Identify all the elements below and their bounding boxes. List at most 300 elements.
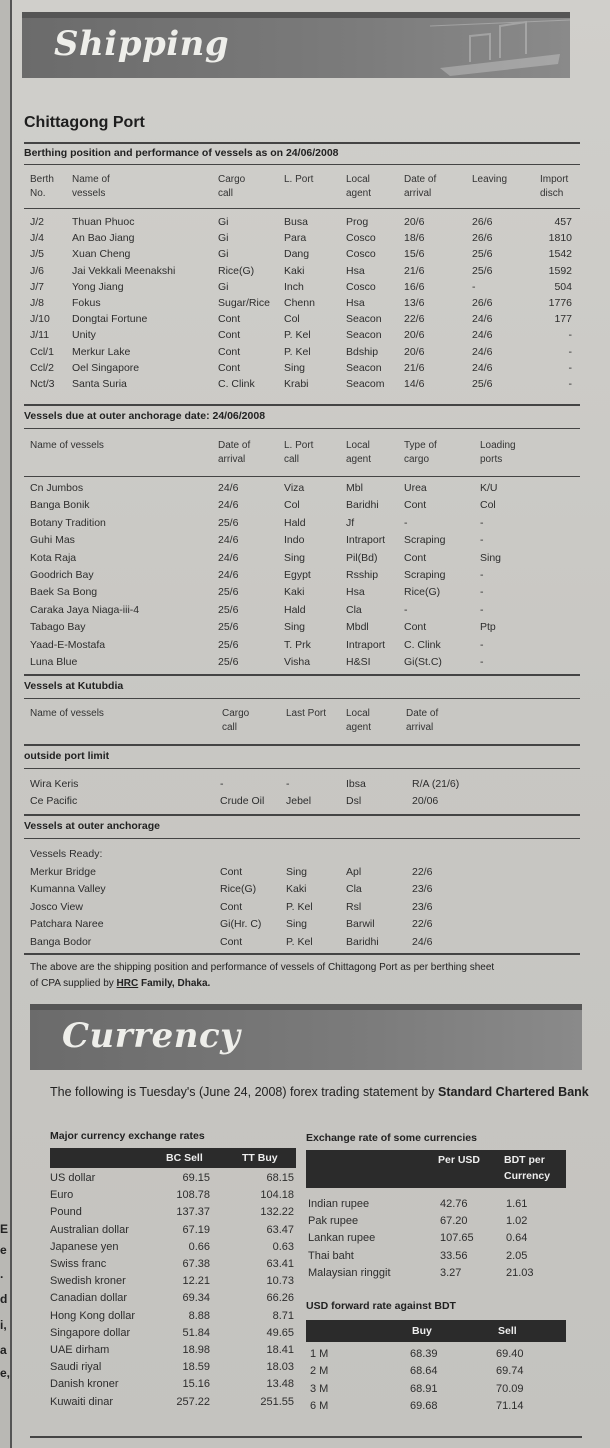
berthing-row-7-col-0: J/11 bbox=[30, 329, 50, 342]
outer-due-row-5-col-2: Egypt bbox=[284, 569, 311, 581]
berthing-row-9-col-1: Oel Singapore bbox=[72, 361, 140, 374]
berthing-header-1-line2: vessels bbox=[72, 188, 106, 199]
col-per-usd: Per USD bbox=[438, 1154, 481, 1166]
outer-due-row-3-col-2: Indo bbox=[284, 534, 305, 547]
major-row-5-name: Swiss franc bbox=[50, 1258, 107, 1270]
outer-row-0-col-0: Merkur Bridge bbox=[30, 866, 96, 878]
berthing-row-3-col-7: 1592 bbox=[548, 264, 572, 277]
berthing-row-7-col-6: 24/6 bbox=[472, 329, 493, 342]
outer-due-header-0-line1: Name of vessels bbox=[30, 440, 104, 451]
col-currency: Currency bbox=[504, 1170, 551, 1182]
outer-due-title: Vessels due at outer anchorage date: 24/06/2008 bbox=[24, 410, 266, 422]
berthing-row-1-col-2: Gi bbox=[218, 232, 229, 245]
berthing-row-8-col-0: Ccl/1 bbox=[30, 345, 54, 358]
outside-row-1-col-0: Ce Pacific bbox=[30, 795, 78, 807]
outer-due-header-1-line1: Date of bbox=[218, 440, 251, 451]
outer-due-row-5-col-3: Rsship bbox=[346, 569, 379, 581]
edge-fragment-6: e, bbox=[0, 1366, 11, 1380]
major-row-1-bc-sell: 108.78 bbox=[176, 1189, 210, 1202]
berthing-row-5-col-5: 13/6 bbox=[404, 297, 425, 309]
major-rates-title: Major currency exchange rates bbox=[50, 1130, 205, 1142]
outer-due-row-6-col-0: Baek Sa Bong bbox=[30, 586, 98, 599]
outer-due-row-10-col-1: 25/6 bbox=[218, 656, 239, 668]
major-row-1-tt-buy: 104.18 bbox=[260, 1189, 294, 1202]
berthing-row-6-col-6: 24/6 bbox=[472, 313, 493, 326]
outside-row-1-col-1: Crude Oil bbox=[220, 795, 265, 807]
currency-banner-title: Currency bbox=[62, 1016, 241, 1056]
major-rates-header bbox=[50, 1148, 296, 1168]
berthing-row-9-col-4: Seacon bbox=[346, 361, 382, 374]
note-line-2: of CPA supplied by bbox=[30, 978, 117, 989]
outer-due-row-1-col-2: Col bbox=[284, 499, 300, 512]
berthing-row-1-col-6: 26/6 bbox=[472, 232, 493, 245]
outside-row-1-col-2: Jebel bbox=[286, 795, 312, 807]
outer-due-row-4-col-3: Pil(Bd) bbox=[346, 551, 378, 564]
outer-due-row-9-col-2: T. Prk bbox=[284, 638, 311, 651]
berthing-row-2-col-2: Gi bbox=[218, 248, 229, 261]
outer-due-row-5-col-5: - bbox=[480, 569, 484, 581]
outer-due-row-6-col-3: Hsa bbox=[346, 586, 365, 599]
berthing-row-9-col-3: Sing bbox=[284, 361, 306, 374]
outer-due-row-7-col-4: - bbox=[404, 603, 408, 616]
outside-row-0-col-2: - bbox=[286, 778, 290, 790]
kutubdia-header-2-line1: Last Port bbox=[286, 708, 327, 719]
major-row-4-tt-buy: 0.63 bbox=[272, 1240, 294, 1253]
major-row-3-tt-buy: 63.47 bbox=[266, 1223, 294, 1236]
forward-row-1-sell: 69.74 bbox=[496, 1365, 524, 1378]
berthing-row-6-col-5: 22/6 bbox=[404, 313, 425, 326]
outer-row-2-col-2: P. Kel bbox=[286, 900, 313, 913]
some-row-4-bdt: 21.03 bbox=[506, 1266, 534, 1279]
berthing-row-7-col-3: P. Kel bbox=[284, 329, 311, 342]
major-row-11-tt-buy: 18.03 bbox=[266, 1361, 294, 1374]
kutubdia-header-1-line1: Cargo bbox=[222, 708, 250, 719]
divider bbox=[24, 164, 580, 165]
major-row-10-bc-sell: 18.98 bbox=[182, 1344, 210, 1356]
outer-due-row-9-col-3: Intraport bbox=[346, 638, 386, 651]
kutubdia-header-4-line1: Date of bbox=[406, 708, 439, 719]
outer-due-row-1-col-3: Baridhi bbox=[346, 499, 379, 512]
divider bbox=[24, 476, 580, 477]
kutubdia-header-3-line2: agent bbox=[346, 722, 372, 733]
outer-due-header-1-line2: arrival bbox=[218, 454, 246, 465]
major-row-8-name: Hong Kong dollar bbox=[50, 1309, 136, 1322]
berthing-row-5-col-3: Chenn bbox=[284, 297, 315, 309]
major-row-1-name: Euro bbox=[50, 1189, 74, 1202]
outer-row-2-col-0: Josco View bbox=[30, 900, 83, 913]
berthing-row-2-col-1: Xuan Cheng bbox=[72, 248, 131, 261]
berthing-row-3-col-2: Rice(G) bbox=[218, 264, 255, 277]
some-row-1-name: Pak rupee bbox=[308, 1215, 359, 1228]
berthing-row-2-col-6: 25/6 bbox=[472, 248, 493, 261]
outer-row-3-col-3: Barwil bbox=[346, 918, 375, 931]
outer-due-row-4-col-2: Sing bbox=[284, 551, 306, 564]
berthing-row-9-col-2: Cont bbox=[218, 361, 241, 374]
major-row-7-tt-buy: 66.26 bbox=[266, 1292, 294, 1305]
berthing-row-3-col-0: J/6 bbox=[30, 264, 45, 277]
outer-due-row-0-col-4: Urea bbox=[404, 482, 427, 494]
forward-title: USD forward rate against BDT bbox=[306, 1300, 456, 1312]
forward-row-0-sell: 69.40 bbox=[496, 1348, 524, 1360]
major-row-10-tt-buy: 18.41 bbox=[266, 1344, 294, 1356]
berthing-row-7-col-2: Cont bbox=[218, 329, 241, 342]
berthing-row-6-col-1: Dongtai Fortune bbox=[72, 313, 148, 326]
outer-row-1-col-0: Kumanna Valley bbox=[30, 883, 106, 896]
major-row-12-name: Danish kroner bbox=[50, 1378, 119, 1391]
berthing-row-4-col-4: Cosco bbox=[346, 280, 376, 293]
berthing-header-2-line2: call bbox=[218, 188, 234, 199]
berthing-row-5-col-7: 1776 bbox=[548, 297, 572, 309]
forward-row-3-term: 6 M bbox=[310, 1400, 329, 1413]
major-row-8-bc-sell: 8.88 bbox=[188, 1309, 210, 1322]
shipping-banner-title: Shipping bbox=[54, 24, 230, 64]
outer-due-row-8-col-4: Cont bbox=[404, 621, 427, 634]
forward-row-2-buy: 68.91 bbox=[410, 1382, 438, 1395]
outer-due-row-4-col-0: Kota Raja bbox=[30, 551, 77, 564]
major-row-13-bc-sell: 257.22 bbox=[176, 1395, 210, 1408]
berthing-row-4-col-6: - bbox=[472, 280, 476, 293]
berthing-row-0-col-3: Busa bbox=[284, 216, 308, 228]
some-row-1-bdt: 1.02 bbox=[506, 1215, 528, 1228]
col-sell: Sell bbox=[498, 1325, 517, 1337]
major-row-9-tt-buy: 49.65 bbox=[266, 1326, 294, 1339]
berthing-row-2-col-7: 1542 bbox=[548, 248, 572, 261]
berthing-header-5-line2: arrival bbox=[404, 188, 432, 199]
divider bbox=[24, 838, 580, 839]
outer-due-row-2-col-3: Jf bbox=[346, 516, 355, 529]
some-row-2-name: Lankan rupee bbox=[308, 1232, 376, 1245]
berthing-row-0-col-2: Gi bbox=[218, 216, 229, 228]
outer-due-row-1-col-1: 24/6 bbox=[218, 499, 239, 512]
outer-due-header-5-line1: Loading bbox=[480, 440, 516, 451]
major-row-3-name: Australian dollar bbox=[50, 1223, 129, 1236]
outer-due-row-3-col-4: Scraping bbox=[404, 534, 446, 547]
outer-row-2-col-4: 23/6 bbox=[412, 900, 433, 913]
port-title-text: Chittagong Port bbox=[24, 114, 145, 131]
berthing-row-2-col-4: Cosco bbox=[346, 248, 376, 261]
berthing-row-10-col-6: 25/6 bbox=[472, 378, 493, 390]
some-row-4-per-usd: 3.27 bbox=[440, 1266, 462, 1279]
berthing-row-4-col-5: 16/6 bbox=[404, 280, 425, 293]
outer-row-4-col-0: Banga Bodor bbox=[30, 935, 92, 948]
berthing-header-4-line1: Local bbox=[346, 174, 370, 185]
berthing-row-10-col-2: C. Clink bbox=[218, 378, 255, 390]
major-row-11-bc-sell: 18.59 bbox=[182, 1361, 210, 1374]
outer-due-row-6-col-1: 25/6 bbox=[218, 586, 239, 599]
shipping-note bbox=[30, 960, 590, 992]
outer-due-row-0-col-5: K/U bbox=[480, 482, 498, 494]
outer-due-row-6-col-5: - bbox=[480, 586, 484, 599]
berthing-row-1-col-0: J/4 bbox=[30, 232, 45, 245]
major-row-5-bc-sell: 67.38 bbox=[182, 1258, 210, 1270]
outer-row-4-col-1: Cont bbox=[220, 935, 243, 948]
berthing-row-4-col-2: Gi bbox=[218, 280, 229, 293]
some-rates-title: Exchange rate of some currencies bbox=[306, 1132, 477, 1144]
some-row-4-name: Malaysian ringgit bbox=[308, 1266, 391, 1279]
some-row-3-name: Thai baht bbox=[308, 1249, 354, 1262]
outer-due-row-3-col-0: Guhi Mas bbox=[30, 534, 75, 547]
berthing-header-3-line1: L. Port bbox=[284, 174, 314, 185]
berthing-row-5-col-0: J/8 bbox=[30, 297, 45, 309]
forward-row-2-sell: 70.09 bbox=[496, 1382, 524, 1395]
some-rates-header bbox=[306, 1150, 566, 1188]
outer-row-4-col-4: 24/6 bbox=[412, 935, 433, 948]
berthing-header-1-line1: Name of bbox=[72, 174, 110, 185]
outer-due-row-9-col-0: Yaad-E-Mostafa bbox=[30, 638, 106, 651]
col-buy: Buy bbox=[412, 1325, 432, 1337]
port-title bbox=[24, 114, 580, 132]
berthing-row-6-col-3: Col bbox=[284, 313, 300, 326]
edge-fragment-3: d bbox=[0, 1292, 8, 1306]
outer-due-row-7-col-2: Hald bbox=[284, 603, 306, 616]
major-row-11-name: Saudi riyal bbox=[50, 1361, 102, 1374]
berthing-row-4-col-0: J/7 bbox=[30, 280, 45, 293]
kutubdia-title: Vessels at Kutubdia bbox=[24, 680, 124, 692]
col-tt-buy: TT Buy bbox=[242, 1152, 278, 1164]
outer-row-1-col-2: Kaki bbox=[286, 883, 307, 896]
berthing-row-3-col-4: Hsa bbox=[346, 264, 365, 277]
col-bdt-per: BDT per bbox=[504, 1154, 545, 1166]
outer-due-header-3-line2: agent bbox=[346, 454, 372, 465]
divider bbox=[24, 208, 580, 209]
outer-due-row-0-col-0: Cn Jumbos bbox=[30, 482, 84, 494]
outer-due-row-0-col-1: 24/6 bbox=[218, 482, 239, 494]
berthing-row-0-col-1: Thuan Phuoc bbox=[72, 216, 135, 228]
major-row-6-name: Swedish kroner bbox=[50, 1275, 126, 1288]
major-row-7-bc-sell: 69.34 bbox=[182, 1292, 210, 1305]
note-line-1: The above are the shipping position and performance of vessels of Chittagong Port as per berthing sheet bbox=[30, 962, 495, 973]
outer-due-row-4-col-1: 24/6 bbox=[218, 551, 239, 564]
berthing-row-3-col-6: 25/6 bbox=[472, 264, 493, 277]
berthing-row-5-col-4: Hsa bbox=[346, 297, 365, 309]
berthing-row-8-col-1: Merkur Lake bbox=[72, 345, 131, 358]
berthing-row-5-col-2: Sugar/Rice bbox=[218, 297, 270, 309]
outer-row-3-col-2: Sing bbox=[286, 918, 308, 931]
berthing-header-0-line1: Berth bbox=[30, 174, 54, 185]
outer-due-row-7-col-5: - bbox=[480, 603, 484, 616]
currency-intro-bank: Standard Chartered Bank bbox=[438, 1085, 589, 1099]
berthing-row-1-col-3: Para bbox=[284, 232, 307, 245]
shipping-banner bbox=[22, 12, 570, 78]
outer-due-row-10-col-3: H&SI bbox=[346, 656, 371, 668]
major-row-6-tt-buy: 10.73 bbox=[266, 1275, 294, 1288]
berthing-header-5-line1: Date of bbox=[404, 174, 437, 185]
outer-due-row-3-col-5: - bbox=[480, 534, 484, 547]
major-row-3-bc-sell: 67.19 bbox=[182, 1223, 210, 1236]
major-row-2-name: Pound bbox=[50, 1206, 82, 1219]
outside-row-0-col-4: R/A (21/6) bbox=[412, 778, 460, 790]
some-row-1-per-usd: 67.20 bbox=[440, 1215, 468, 1228]
outer-due-header-3-line1: Local bbox=[346, 440, 370, 451]
berthing-row-10-col-5: 14/6 bbox=[404, 378, 425, 390]
note-brand: HRC bbox=[116, 978, 139, 989]
berthing-row-1-col-1: An Bao Jiang bbox=[72, 232, 135, 245]
major-row-8-tt-buy: 8.71 bbox=[272, 1309, 294, 1322]
outer-due-row-3-col-1: 24/6 bbox=[218, 534, 239, 547]
some-row-0-per-usd: 42.76 bbox=[440, 1198, 468, 1210]
divider bbox=[24, 768, 580, 769]
outer-due-row-9-col-4: C. Clink bbox=[404, 638, 441, 651]
berthing-row-3-col-5: 21/6 bbox=[404, 264, 425, 277]
major-row-4-bc-sell: 0.66 bbox=[188, 1240, 210, 1253]
outer-due-row-8-col-3: Mbdl bbox=[346, 621, 369, 634]
outer-row-0-col-3: Apl bbox=[346, 866, 362, 878]
outer-due-header-5-line2: ports bbox=[480, 454, 503, 465]
berthing-header-4-line2: agent bbox=[346, 188, 372, 199]
forward-row-1-term: 2 M bbox=[310, 1365, 329, 1378]
some-row-3-bdt: 2.05 bbox=[506, 1249, 528, 1262]
outer-due-row-1-col-4: Cont bbox=[404, 499, 427, 512]
berthing-row-8-col-3: P. Kel bbox=[284, 345, 311, 358]
outer-due-row-0-col-3: Mbl bbox=[346, 482, 363, 494]
divider bbox=[24, 404, 580, 406]
kutubdia-header-4-line2: arrival bbox=[406, 722, 434, 733]
berthing-row-9-col-6: 24/6 bbox=[472, 361, 493, 374]
outer-due-row-2-col-1: 25/6 bbox=[218, 516, 239, 529]
berthing-row-7-col-7: - bbox=[568, 329, 572, 342]
some-row-0-bdt: 1.61 bbox=[506, 1198, 528, 1210]
berthing-row-10-col-4: Seacom bbox=[346, 378, 385, 390]
berthing-row-4-col-7: 504 bbox=[554, 280, 572, 293]
divider bbox=[24, 674, 580, 676]
berthing-row-4-col-3: Inch bbox=[284, 280, 304, 293]
outer-due-row-6-col-4: Rice(G) bbox=[404, 586, 441, 599]
berthing-title: Berthing position and performance of vessels as on 24/06/2008 bbox=[24, 147, 339, 159]
outer-due-row-5-col-0: Goodrich Bay bbox=[30, 569, 94, 581]
outer-due-row-10-col-2: Visha bbox=[284, 656, 311, 668]
divider bbox=[24, 814, 580, 816]
outer-row-3-col-0: Patchara Naree bbox=[30, 918, 104, 931]
edge-fragment-2: . bbox=[0, 1267, 4, 1281]
outside-row-0-col-3: Ibsa bbox=[346, 778, 366, 790]
outer-due-row-6-col-2: Kaki bbox=[284, 586, 305, 599]
forward-row-0-term: 1 M bbox=[310, 1348, 329, 1360]
berthing-row-10-col-3: Krabi bbox=[284, 378, 309, 390]
major-row-7-name: Canadian dollar bbox=[50, 1292, 128, 1305]
berthing-row-1-col-5: 18/6 bbox=[404, 232, 425, 245]
outer-due-row-7-col-0: Caraka Jaya Niaga-iii-4 bbox=[30, 603, 140, 616]
edge-fragment-1: e bbox=[0, 1243, 7, 1257]
outer-due-row-8-col-5: Ptp bbox=[480, 621, 496, 634]
divider bbox=[24, 142, 580, 144]
major-row-13-name: Kuwaiti dinar bbox=[50, 1395, 113, 1408]
outer-due-row-10-col-0: Luna Blue bbox=[30, 656, 78, 668]
outer-due-row-4-col-5: Sing bbox=[480, 551, 502, 564]
major-row-0-name: US dollar bbox=[50, 1172, 96, 1184]
edge-fragment-4: i, bbox=[0, 1318, 7, 1332]
berthing-row-3-col-3: Kaki bbox=[284, 264, 305, 277]
outer-due-header-2-line2: call bbox=[284, 454, 300, 465]
col-bc-sell: BC Sell bbox=[166, 1152, 203, 1164]
outer-due-row-7-col-3: Cla bbox=[346, 603, 362, 616]
outer-due-row-1-col-0: Banga Bonik bbox=[30, 499, 90, 512]
major-row-5-tt-buy: 63.41 bbox=[266, 1258, 294, 1270]
major-row-9-name: Singapore dollar bbox=[50, 1326, 131, 1339]
berthing-row-6-col-7: 177 bbox=[554, 313, 572, 326]
major-row-2-bc-sell: 137.37 bbox=[176, 1206, 210, 1219]
berthing-row-7-col-4: Seacon bbox=[346, 329, 382, 342]
outer-due-row-4-col-4: Cont bbox=[404, 551, 427, 564]
outside-row-1-col-3: Dsl bbox=[346, 795, 362, 807]
berthing-header-7-line1: Import bbox=[540, 174, 569, 185]
currency-banner bbox=[30, 1004, 582, 1070]
berthing-row-1-col-7: 1810 bbox=[548, 232, 572, 245]
kutubdia-header-1-line2: call bbox=[222, 722, 238, 733]
divider bbox=[24, 428, 580, 429]
berthing-row-5-col-1: Fokus bbox=[72, 297, 101, 309]
outer-due-row-8-col-1: 25/6 bbox=[218, 621, 239, 634]
outside-row-0-col-0: Wira Keris bbox=[30, 778, 79, 790]
outer-due-row-10-col-5: - bbox=[480, 656, 484, 668]
berthing-row-0-col-7: 457 bbox=[554, 216, 572, 228]
outer-due-row-0-col-2: Viza bbox=[284, 482, 305, 494]
berthing-header-0-line2: No. bbox=[30, 188, 46, 199]
berthing-row-10-col-0: Nct/3 bbox=[30, 378, 55, 390]
outside-title: outside port limit bbox=[24, 750, 110, 762]
berthing-row-9-col-5: 21/6 bbox=[404, 361, 425, 374]
berthing-row-9-col-0: Ccl/2 bbox=[30, 361, 54, 374]
berthing-row-9-col-7: - bbox=[568, 361, 572, 374]
berthing-row-6-col-0: J/10 bbox=[30, 313, 50, 326]
berthing-row-0-col-0: J/2 bbox=[30, 216, 45, 228]
berthing-header-2-line1: Cargo bbox=[218, 174, 246, 185]
major-row-13-tt-buy: 251.55 bbox=[260, 1395, 294, 1408]
divider bbox=[24, 953, 580, 955]
berthing-row-8-col-7: - bbox=[568, 345, 572, 358]
berthing-row-10-col-1: Santa Suria bbox=[72, 378, 127, 390]
some-row-0-name: Indian rupee bbox=[308, 1198, 370, 1210]
outside-row-0-col-1: - bbox=[220, 778, 224, 790]
outer-due-row-1-col-5: Col bbox=[480, 499, 496, 512]
major-row-9-bc-sell: 51.84 bbox=[182, 1326, 210, 1339]
outer-due-row-2-col-5: - bbox=[480, 516, 484, 529]
outer-row-3-col-4: 22/6 bbox=[412, 918, 433, 931]
berthing-row-8-col-2: Cont bbox=[218, 345, 241, 358]
outer-row-1-col-3: Cla bbox=[346, 883, 362, 896]
outer-subtitle: Vessels Ready: bbox=[30, 848, 103, 860]
forward-row-3-sell: 71.14 bbox=[496, 1400, 524, 1413]
berthing-header-6-line1: Leaving bbox=[472, 174, 508, 185]
major-row-6-bc-sell: 12.21 bbox=[182, 1275, 210, 1288]
outer-title: Vessels at outer anchorage bbox=[24, 820, 160, 832]
outer-due-header-2-line1: L. Port bbox=[284, 440, 314, 451]
berthing-row-8-col-4: Bdship bbox=[346, 345, 379, 358]
berthing-row-2-col-3: Dang bbox=[284, 248, 310, 261]
note-end: Family, Dhaka. bbox=[138, 978, 211, 989]
outer-row-1-col-4: 23/6 bbox=[412, 883, 433, 896]
outer-due-row-8-col-2: Sing bbox=[284, 621, 306, 634]
outer-due-header-4-line1: Type of bbox=[404, 440, 437, 451]
berthing-row-8-col-6: 24/6 bbox=[472, 345, 493, 358]
forward-row-1-buy: 68.64 bbox=[410, 1365, 438, 1378]
outer-due-row-8-col-0: Tabago Bay bbox=[30, 621, 86, 634]
forward-row-2-term: 3 M bbox=[310, 1382, 329, 1395]
forward-header bbox=[306, 1320, 566, 1342]
outer-row-0-col-1: Cont bbox=[220, 866, 243, 878]
edge-fragment-5: a bbox=[0, 1343, 7, 1357]
berthing-header-7-line2: disch bbox=[540, 188, 564, 199]
some-row-2-bdt: 0.64 bbox=[506, 1232, 528, 1245]
column-rule bbox=[10, 0, 12, 1448]
berthing-row-0-col-4: Prog bbox=[346, 216, 369, 228]
outer-due-header-4-line2: cargo bbox=[404, 454, 430, 465]
outer-due-row-2-col-2: Hald bbox=[284, 516, 306, 529]
some-row-2-per-usd: 107.65 bbox=[440, 1232, 474, 1245]
outer-due-row-5-col-4: Scraping bbox=[404, 569, 446, 581]
berthing-row-4-col-1: Yong Jiang bbox=[72, 280, 124, 293]
some-row-3-per-usd: 33.56 bbox=[440, 1249, 468, 1262]
outer-row-2-col-3: Rsl bbox=[346, 900, 362, 913]
